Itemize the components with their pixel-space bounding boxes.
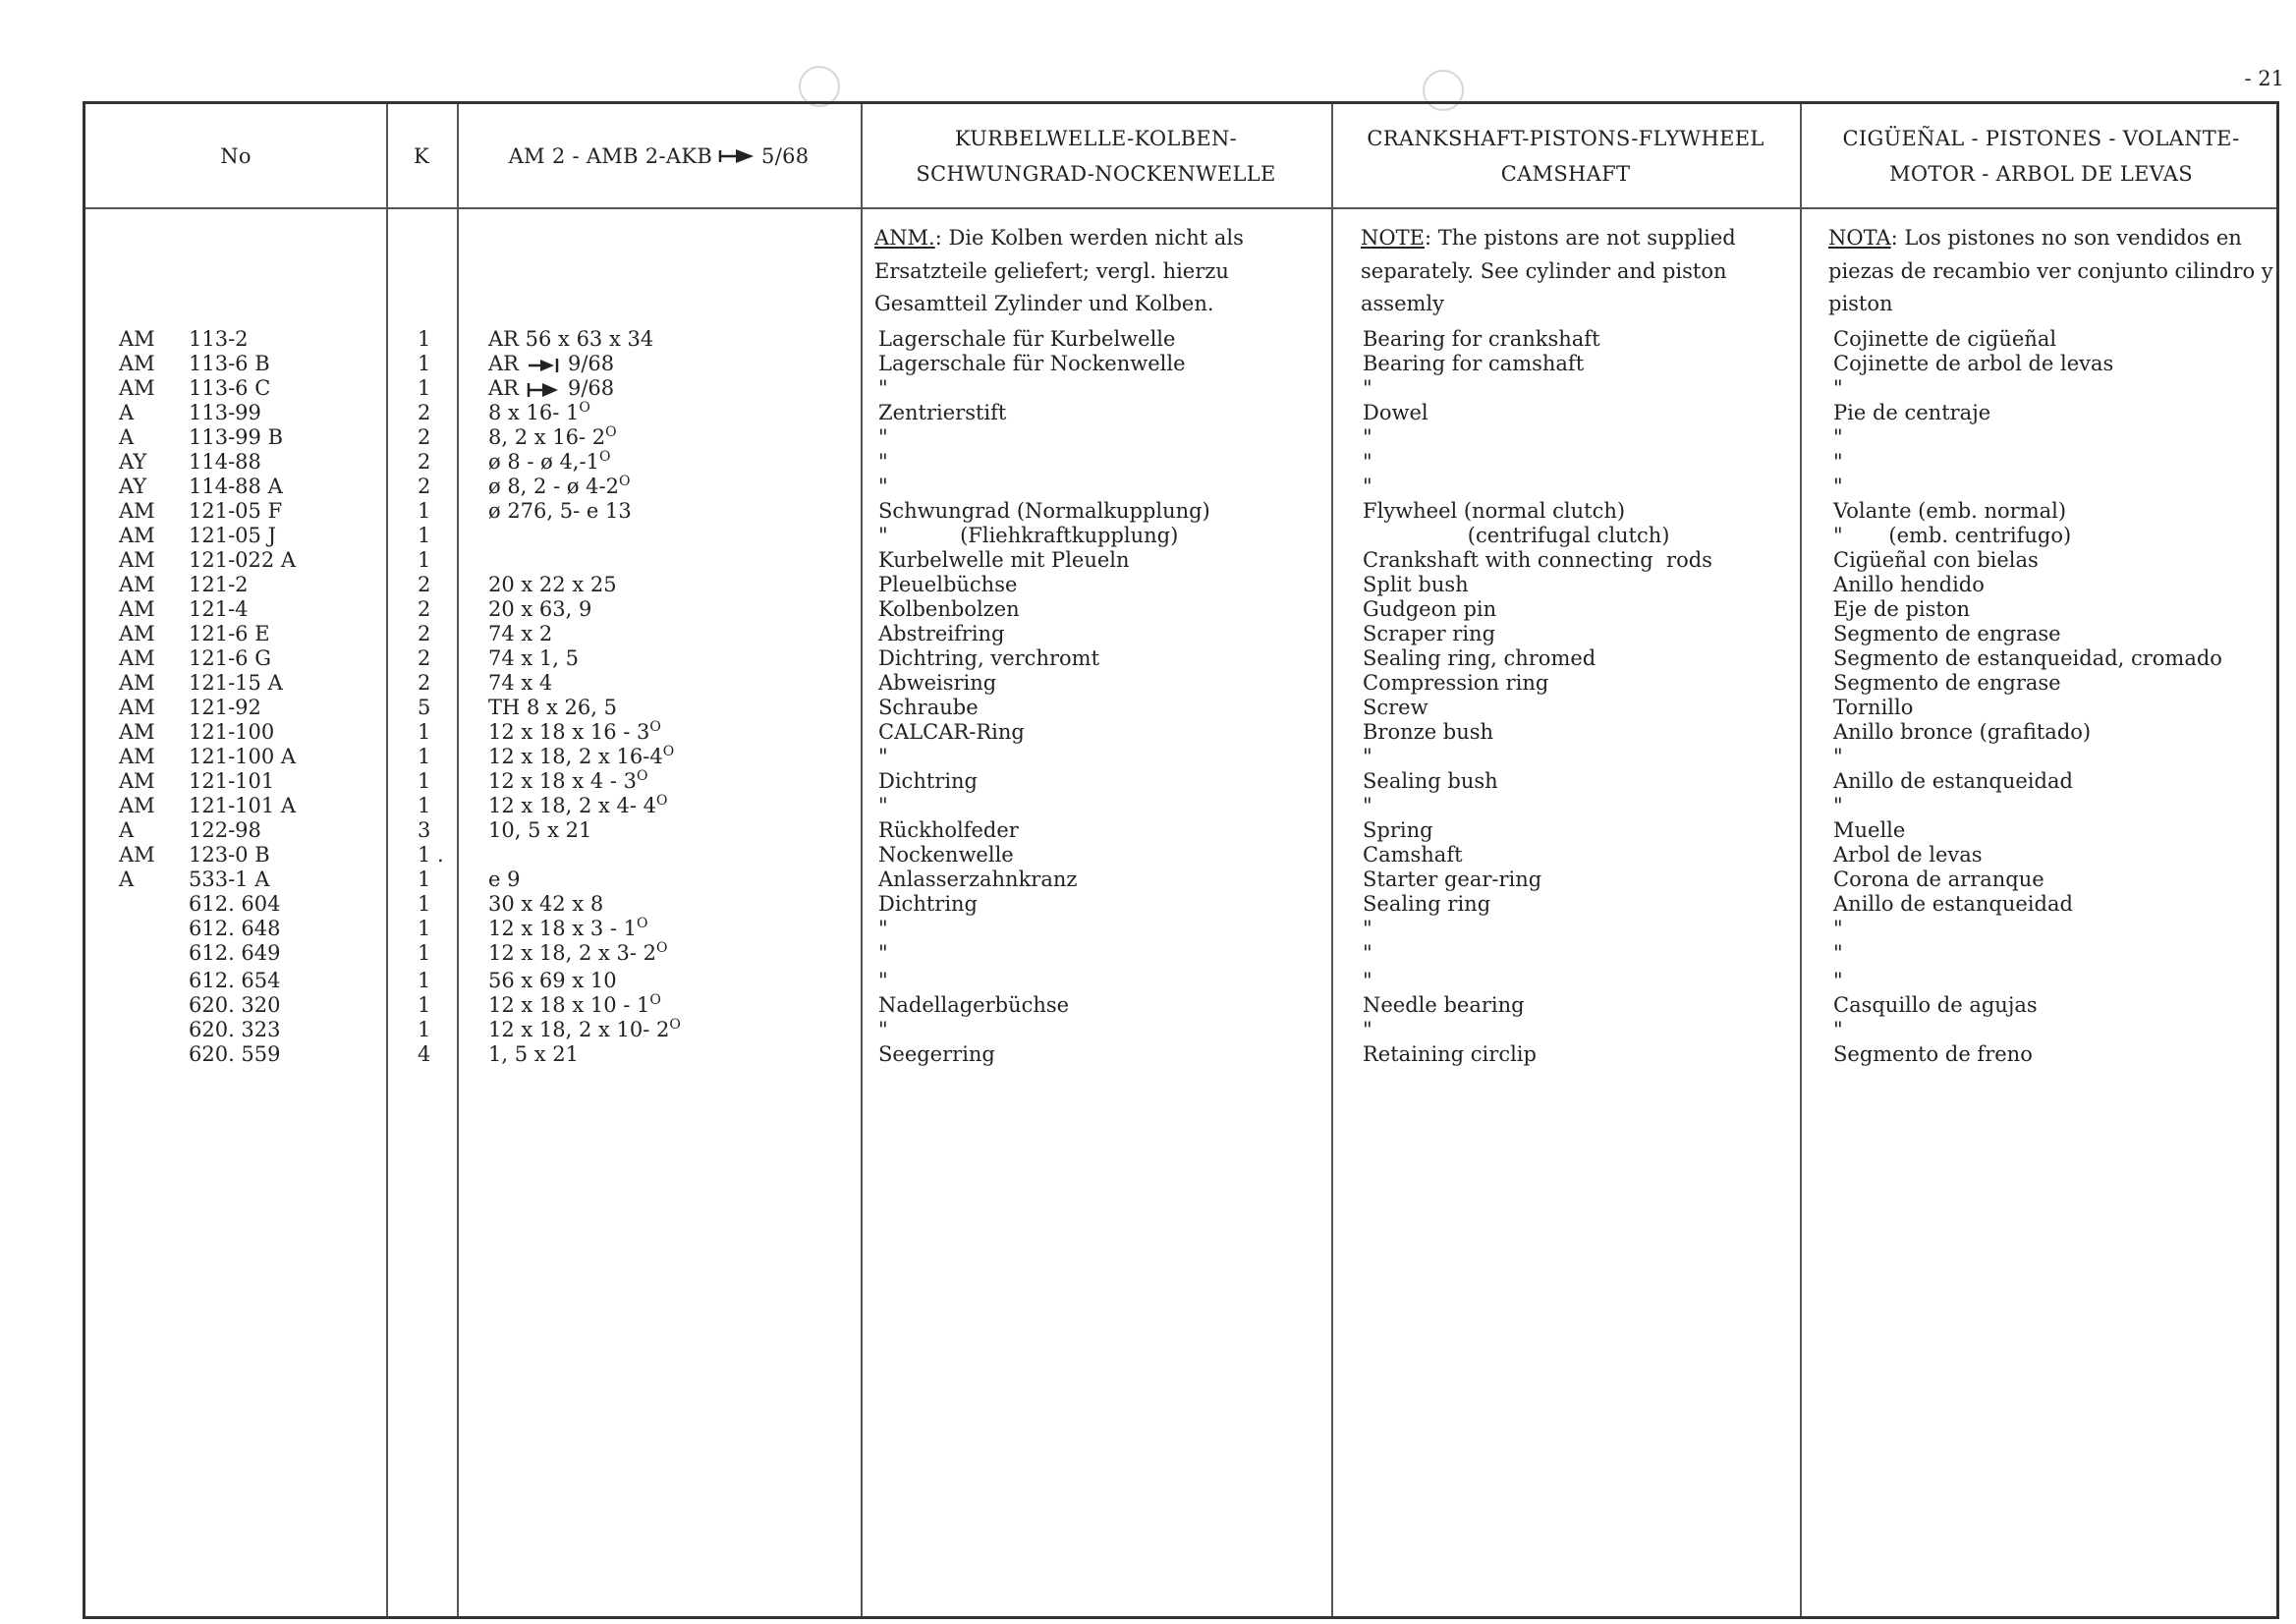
row-model-spec <box>488 473 630 500</box>
row-german-desc: Schwungrad (Normalkupplung) <box>878 499 1210 523</box>
row-part-number: 113-99 B <box>189 425 284 449</box>
row-english-desc: Split bush <box>1363 573 1469 596</box>
row-english-desc: " <box>1363 450 1372 474</box>
row-english-desc: Sealing ring, chromed <box>1363 646 1596 670</box>
row-model-spec <box>488 448 610 476</box>
row-prefix: AM <box>119 696 155 719</box>
row-english-desc: Bearing for camshaft <box>1363 352 1585 375</box>
row-part-number: 612. 654 <box>189 969 281 992</box>
row-english-desc: Retaining circlip <box>1363 1042 1537 1066</box>
degree-mark: O <box>618 474 631 489</box>
row-model-spec-text: TH 8 x 26, 5 <box>488 696 617 719</box>
degree-mark: O <box>649 992 661 1008</box>
degree-mark: O <box>662 744 675 759</box>
row-spanish-desc: Segmento de engrase <box>1833 622 2061 645</box>
row-model-date: 9/68 <box>567 352 615 375</box>
row-part-number: 620. 323 <box>189 1018 281 1041</box>
row-quantity: 2 <box>418 622 431 645</box>
row-german-desc: " <box>878 917 888 940</box>
row-part-number: 121-022 A <box>189 548 297 572</box>
header-english-line1: CRANKSHAFT-PISTONS-FLYWHEEL <box>1367 126 1764 150</box>
row-english-desc: " <box>1363 376 1372 400</box>
header-divider <box>85 207 2276 209</box>
row-model-spec-text: ø 8 - ø 4,-1 <box>488 450 599 474</box>
header-spanish-line2: MOTOR - ARBOL DE LEVAS <box>1889 161 2193 186</box>
row-german-desc: " <box>878 425 888 449</box>
column-divider <box>386 104 388 1616</box>
row-model-spec-text: ø 276, 5- e 13 <box>488 499 632 523</box>
row-spanish-desc: " <box>1833 941 1843 965</box>
row-part-number: 113-6 C <box>189 376 271 400</box>
row-part-number: 121-05 F <box>189 499 283 523</box>
note-german-label: ANM. <box>874 226 935 250</box>
row-english-desc: " <box>1363 794 1372 817</box>
row-model-spec <box>488 890 603 918</box>
until-date-arrow-icon <box>527 358 560 373</box>
row-prefix: AM <box>119 622 155 645</box>
row-part-number: 121-6 G <box>189 646 271 670</box>
row-prefix: AM <box>119 646 155 670</box>
row-english-desc: (centrifugal clutch) <box>1363 524 1670 547</box>
degree-mark: O <box>637 768 648 784</box>
row-english-desc: Starter gear-ring <box>1363 868 1542 891</box>
row-prefix: AM <box>119 794 155 817</box>
row-quantity: 2 <box>418 401 431 424</box>
row-part-number: 113-2 <box>189 327 249 351</box>
row-model-prefix: AR <box>488 376 519 400</box>
row-part-number: 121-100 A <box>189 745 297 768</box>
from-date-arrow-icon <box>527 382 560 398</box>
row-english-desc: Flywheel (normal clutch) <box>1363 499 1626 523</box>
row-spanish-desc: Arbol de levas <box>1833 843 1983 867</box>
row-spanish-desc: " <box>1833 794 1843 817</box>
row-english-desc: Spring <box>1363 818 1433 842</box>
row-german-desc: " (Fliehkraftkupplung) <box>878 524 1179 547</box>
row-model-spec <box>488 497 632 525</box>
row-prefix: A <box>119 868 135 891</box>
row-english-desc: Sealing bush <box>1363 769 1498 793</box>
row-model-date: 9/68 <box>567 376 615 400</box>
row-spanish-desc: Casquillo de agujas <box>1833 993 2038 1017</box>
row-model-spec-text: 12 x 18, 2 x 16-4 <box>488 745 663 768</box>
row-spanish-desc: Anillo de estanqueidad <box>1833 769 2073 793</box>
row-quantity: 5 <box>418 696 431 719</box>
row-model-spec-text: 8, 2 x 16- 2 <box>488 425 606 449</box>
row-spanish-desc: " <box>1833 969 1843 992</box>
note-german-text: : Die Kolben werden nicht als Ersatzteile geliefert; vergl. hierzu Gesamtteil Zylinder und Kolben. <box>874 226 1244 315</box>
row-model-spec <box>488 694 617 721</box>
row-spanish-desc: " <box>1833 425 1843 449</box>
row-german-desc: Zentrierstift <box>878 401 1007 424</box>
row-spanish-desc: Anillo bronce (grafitado) <box>1833 720 2092 744</box>
row-prefix: AM <box>119 499 155 523</box>
row-part-number: 121-15 A <box>189 671 283 695</box>
note-english <box>1361 222 1793 321</box>
row-prefix: AY <box>119 475 147 498</box>
row-prefix: AM <box>119 843 155 867</box>
degree-mark: O <box>656 940 668 956</box>
row-prefix: A <box>119 401 135 424</box>
row-spanish-desc: Segmento de estanqueidad, cromado <box>1833 646 2222 670</box>
row-model-spec <box>488 1016 681 1043</box>
row-model-spec-text: 56 x 69 x 10 <box>488 969 617 992</box>
row-prefix: AM <box>119 524 155 547</box>
row-part-number: 123-0 B <box>189 843 270 867</box>
row-prefix: A <box>119 425 135 449</box>
row-english-desc: Gudgeon pin <box>1363 597 1497 621</box>
row-german-desc: " <box>878 376 888 400</box>
row-german-desc: Schraube <box>878 696 979 719</box>
row-spanish-desc: " <box>1833 450 1843 474</box>
row-quantity: 1 <box>418 499 431 523</box>
row-model-spec <box>488 866 520 893</box>
row-model-spec-text: 8 x 16- 1 <box>488 401 580 424</box>
row-model-spec-text: ø 8, 2 - ø 4-2 <box>488 475 619 498</box>
row-prefix: AM <box>119 548 155 572</box>
row-part-number: 612. 604 <box>189 892 281 916</box>
row-quantity: 1 <box>418 352 431 375</box>
row-prefix: AM <box>119 769 155 793</box>
row-spanish-desc: Eje de piston <box>1833 597 1971 621</box>
row-german-desc: " <box>878 969 888 992</box>
header-english-line2: CAMSHAFT <box>1500 161 1631 186</box>
column-divider <box>1331 104 1333 1616</box>
row-spanish-desc: Segmento de freno <box>1833 1042 2033 1066</box>
degree-mark: O <box>656 793 668 809</box>
row-spanish-desc: " <box>1833 745 1843 768</box>
row-german-desc: Lagerschale für Nockenwelle <box>878 352 1186 375</box>
row-german-desc: Dichtring, verchromt <box>878 646 1100 670</box>
row-quantity: 1 <box>418 327 431 351</box>
row-part-number: 620. 559 <box>189 1042 281 1066</box>
row-quantity: 2 <box>418 425 431 449</box>
row-quantity: 2 <box>418 573 431 596</box>
row-model-spec <box>488 571 617 598</box>
row-quantity: 2 <box>418 646 431 670</box>
row-part-number: 121-101 A <box>189 794 297 817</box>
row-quantity: 1 <box>418 376 431 400</box>
row-english-desc: " <box>1363 475 1372 498</box>
row-model-spec <box>488 350 614 377</box>
row-model-spec <box>488 620 552 647</box>
row-english-desc: Screw <box>1363 696 1428 719</box>
row-part-number: 121-92 <box>189 696 261 719</box>
row-quantity: 1 <box>418 941 431 965</box>
row-part-number: 114-88 <box>189 450 261 474</box>
row-quantity: 2 <box>418 671 431 695</box>
row-german-desc: " <box>878 794 888 817</box>
row-english-desc: Scraper ring <box>1363 622 1496 645</box>
row-model-spec-text: 74 x 4 <box>488 671 553 695</box>
row-quantity: 2 <box>418 450 431 474</box>
row-part-number: 122-98 <box>189 818 261 842</box>
row-model-spec <box>488 915 647 942</box>
row-english-desc: Crankshaft with connecting rods <box>1363 548 1712 572</box>
row-quantity: 1 <box>418 524 431 547</box>
note-english-text: : The pistons are not supplied separately. See cylinder and piston assemly <box>1361 226 1736 315</box>
row-prefix: A <box>119 818 135 842</box>
row-model-spec <box>488 595 591 623</box>
header-spanish-line1: CIGÜEÑAL - PISTONES - VOLANTE- <box>1842 126 2240 150</box>
row-part-number: 620. 320 <box>189 993 281 1017</box>
row-model-spec <box>488 767 647 795</box>
row-model-spec-text: 12 x 18 x 16 - 3 <box>488 720 650 744</box>
row-german-desc: Abstreifring <box>878 622 1005 645</box>
row-english-desc: Sealing ring <box>1363 892 1491 916</box>
row-german-desc: " <box>878 941 888 965</box>
row-quantity: 1 <box>418 993 431 1017</box>
note-spanish-label: NOTA <box>1828 226 1891 250</box>
row-prefix: AM <box>119 352 155 375</box>
row-prefix: AM <box>119 573 155 596</box>
row-model-spec-text: 74 x 1, 5 <box>488 646 579 670</box>
row-german-desc: " <box>878 1018 888 1041</box>
row-part-number: 612. 649 <box>189 941 281 965</box>
column-divider <box>457 104 459 1616</box>
header-english <box>1331 104 1800 207</box>
row-german-desc: " <box>878 475 888 498</box>
degree-mark: O <box>669 1017 681 1033</box>
row-spanish-desc: Volante (emb. normal) <box>1833 499 2067 523</box>
row-german-desc: " <box>878 450 888 474</box>
row-quantity: 1 <box>418 868 431 891</box>
row-model-spec-text: 12 x 18 x 10 - 1 <box>488 993 650 1017</box>
row-model-spec-text: 1, 5 x 21 <box>488 1042 579 1066</box>
column-divider <box>1800 104 1802 1616</box>
row-part-number: 121-101 <box>189 769 275 793</box>
row-spanish-desc: Segmento de engrase <box>1833 671 2061 695</box>
row-prefix: AM <box>119 671 155 695</box>
note-english-label: NOTE <box>1361 226 1425 250</box>
row-model-spec <box>488 325 653 353</box>
row-part-number: 121-4 <box>189 597 249 621</box>
row-german-desc: Pleuelbüchse <box>878 573 1018 596</box>
degree-mark: O <box>579 400 590 416</box>
row-spanish-desc: " <box>1833 475 1843 498</box>
row-german-desc: Rückholfeder <box>878 818 1019 842</box>
row-prefix: AM <box>119 327 155 351</box>
parts-table <box>83 101 2279 1619</box>
row-german-desc: Nadellagerbüchse <box>878 993 1070 1017</box>
row-part-number: 121-2 <box>189 573 249 596</box>
header-model-prefix: AM 2 - AMB 2-AKB <box>508 143 713 168</box>
row-model-spec <box>488 644 579 672</box>
row-model-spec <box>488 792 668 819</box>
row-model-spec-text: 20 x 63, 9 <box>488 597 592 621</box>
header-no: No <box>220 143 252 168</box>
row-model-spec <box>488 423 617 451</box>
row-model-spec-text: 30 x 42 x 8 <box>488 892 604 916</box>
row-model-spec <box>488 991 661 1019</box>
row-part-number: 612. 648 <box>189 917 281 940</box>
row-spanish-desc: Anillo de estanqueidad <box>1833 892 2073 916</box>
row-part-number: 121-6 E <box>189 622 270 645</box>
row-model-spec <box>488 718 661 746</box>
row-quantity: 4 <box>418 1042 431 1066</box>
row-part-number: 121-100 <box>189 720 275 744</box>
header-spanish <box>1800 104 2282 207</box>
row-model-prefix: AR <box>488 352 519 375</box>
row-model-spec-text: 12 x 18, 2 x 4- 4 <box>488 794 657 817</box>
row-spanish-desc: Tornillo <box>1833 696 1914 719</box>
row-english-desc: Camshaft <box>1363 843 1463 867</box>
row-model-spec-text: AR 56 x 63 x 34 <box>488 327 654 351</box>
note-spanish <box>1828 222 2275 321</box>
row-model-spec-text: 12 x 18, 2 x 10- 2 <box>488 1018 670 1041</box>
row-quantity: 1 <box>418 1018 431 1041</box>
row-quantity: 1 <box>418 892 431 916</box>
row-model-spec <box>488 399 590 426</box>
row-german-desc: Kurbelwelle mit Pleueln <box>878 548 1130 572</box>
row-model-spec-text: 20 x 22 x 25 <box>488 573 617 596</box>
row-spanish-desc: " (emb. centrifugo) <box>1833 524 2072 547</box>
row-english-desc: " <box>1363 941 1372 965</box>
from-date-arrow-icon <box>718 148 756 164</box>
row-german-desc: Abweisring <box>878 671 997 695</box>
row-part-number: 113-99 <box>189 401 261 424</box>
row-spanish-desc: Cojinette de arbol de levas <box>1833 352 2114 375</box>
note-german <box>874 222 1321 321</box>
row-spanish-desc: Cigüeñal con bielas <box>1833 548 2039 572</box>
row-quantity: 1 <box>418 769 431 793</box>
row-quantity: 3 <box>418 818 431 842</box>
note-spanish-text: : Los pistones no son vendidos en piezas de recambio ver conjunto cilindro y piston <box>1828 226 2273 315</box>
header-model-date: 5/68 <box>761 143 810 168</box>
header-model <box>457 104 861 207</box>
row-quantity: 1 <box>418 720 431 744</box>
row-english-desc: " <box>1363 969 1372 992</box>
row-german-desc: Kolbenbolzen <box>878 597 1020 621</box>
row-quantity: 1 <box>418 794 431 817</box>
row-spanish-desc: " <box>1833 1018 1843 1041</box>
header-german-line2: SCHWUNGRAD-NOCKENWELLE <box>916 161 1276 186</box>
row-spanish-desc: Pie de centraje <box>1833 401 1991 424</box>
row-spanish-desc: Anillo hendido <box>1833 573 1985 596</box>
degree-mark: O <box>598 449 611 465</box>
row-english-desc: Compression ring <box>1363 671 1549 695</box>
row-english-desc: Dowel <box>1363 401 1428 424</box>
row-german-desc: Nockenwelle <box>878 843 1014 867</box>
row-german-desc: Dichtring <box>878 892 979 916</box>
row-spanish-desc: " <box>1833 917 1843 940</box>
row-quantity: 1 <box>418 548 431 572</box>
row-model-spec <box>488 669 552 697</box>
page-number: - 21 <box>2244 67 2284 90</box>
row-german-desc: Lagerschale für Kurbelwelle <box>878 327 1176 351</box>
row-german-desc: " <box>878 745 888 768</box>
row-model-spec <box>488 816 591 844</box>
row-prefix: AY <box>119 450 147 474</box>
row-english-desc: " <box>1363 425 1372 449</box>
row-part-number: 113-6 B <box>189 352 270 375</box>
row-quantity: 2 <box>418 597 431 621</box>
row-model-spec-text: e 9 <box>488 868 521 891</box>
row-model-spec <box>488 743 674 770</box>
header-german-line1: KURBELWELLE-KOLBEN- <box>954 126 1238 150</box>
row-quantity: 1 <box>418 969 431 992</box>
header-k: K <box>414 143 429 168</box>
header-german <box>861 104 1331 207</box>
row-english-desc: Bearing for crankshaft <box>1363 327 1600 351</box>
row-quantity: 1 . <box>418 843 444 867</box>
row-spanish-desc: " <box>1833 376 1843 400</box>
row-prefix: AM <box>119 745 155 768</box>
row-quantity: 1 <box>418 917 431 940</box>
row-spanish-desc: Cojinette de cigüeñal <box>1833 327 2057 351</box>
row-german-desc: Dichtring <box>878 769 979 793</box>
row-german-desc: Seegerring <box>878 1042 995 1066</box>
row-english-desc: " <box>1363 745 1372 768</box>
row-part-number: 533-1 A <box>189 868 270 891</box>
row-spanish-desc: Corona de arranque <box>1833 868 2044 891</box>
row-english-desc: Needle bearing <box>1363 993 1525 1017</box>
row-english-desc: " <box>1363 917 1372 940</box>
row-german-desc: CALCAR-Ring <box>878 720 1025 744</box>
row-model-spec-text: 74 x 2 <box>488 622 553 645</box>
row-model-spec-text: 12 x 18 x 4 - 3 <box>488 769 637 793</box>
row-model-spec <box>488 967 617 994</box>
row-prefix: AM <box>119 376 155 400</box>
row-part-number: 114-88 A <box>189 475 283 498</box>
row-quantity: 1 <box>418 745 431 768</box>
row-model-spec-text: 12 x 18, 2 x 3- 2 <box>488 941 657 965</box>
row-model-spec <box>488 939 668 967</box>
degree-mark: O <box>649 719 661 735</box>
row-prefix: AM <box>119 597 155 621</box>
row-model-spec-text: 12 x 18 x 3 - 1 <box>488 917 637 940</box>
row-spanish-desc: Muelle <box>1833 818 1906 842</box>
row-prefix: AM <box>119 720 155 744</box>
row-german-desc: Anlasserzahnkranz <box>878 868 1078 891</box>
row-quantity: 2 <box>418 475 431 498</box>
row-model-spec <box>488 374 614 402</box>
degree-mark: O <box>605 424 617 440</box>
column-divider <box>861 104 863 1616</box>
row-english-desc: Bronze bush <box>1363 720 1494 744</box>
row-model-spec-text: 10, 5 x 21 <box>488 818 592 842</box>
row-model-spec <box>488 1040 579 1068</box>
row-english-desc: " <box>1363 1018 1372 1041</box>
row-part-number: 121-05 J <box>189 524 276 547</box>
degree-mark: O <box>637 916 648 931</box>
